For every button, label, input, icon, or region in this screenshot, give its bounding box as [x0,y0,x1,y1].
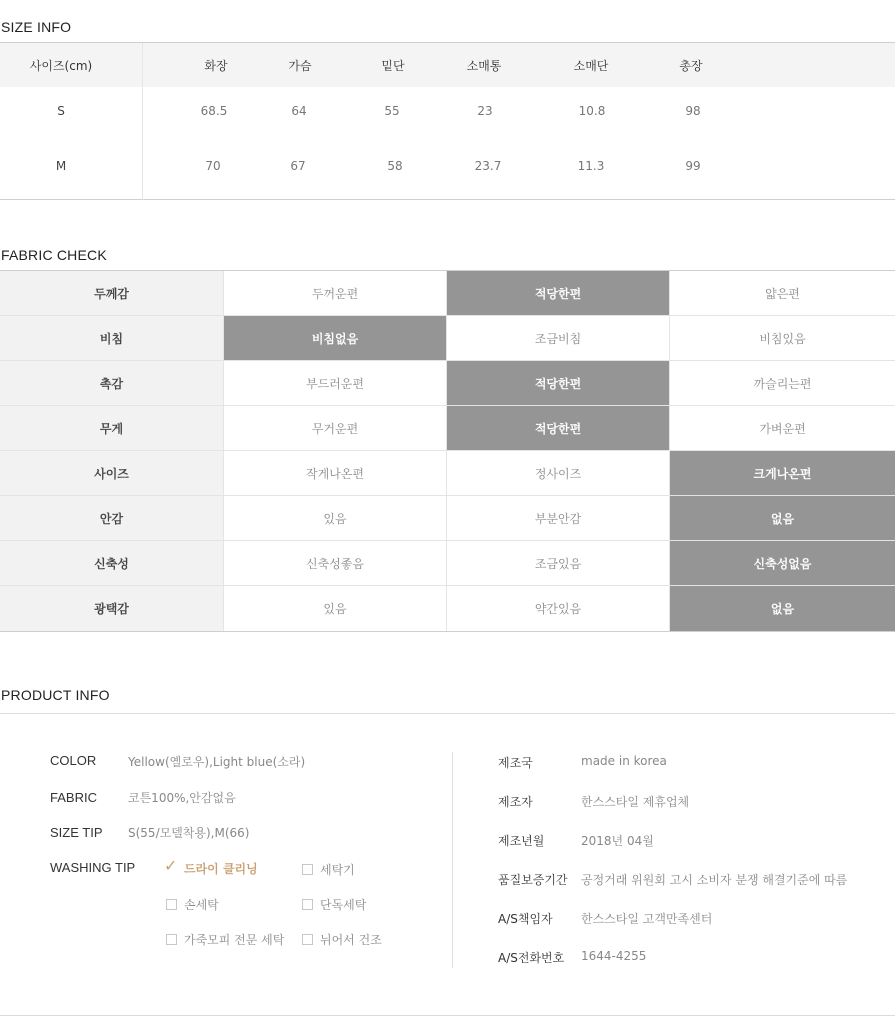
washing-option-label: 뉘어서 건조 [320,933,382,947]
size-row-label: M [55,159,67,173]
fabric-row-label: 촉감 [0,361,224,405]
size-cell: 10.8 [578,104,606,118]
size-col-header: 소매단 [573,59,609,73]
checkbox-icon [166,899,177,910]
fabric-row-label: 비침 [0,316,224,360]
fabric-option: 무거운편 [224,406,447,450]
fabric-option: 비침있음 [759,331,806,346]
fabric-option: 신축성좋음 [224,541,447,585]
washing-option-label: 가죽모피 전문 세탁 [184,933,285,947]
size-col-header: 밑단 [381,59,405,73]
checkbox-icon [166,934,177,945]
size-row-label: S [57,104,65,118]
size-info-title: SIZE INFO [1,19,72,35]
color-value: Yellow(옐로우),Light blue(소라) [128,755,306,769]
checkbox-icon [302,934,313,945]
fabric-option: 조금비침 [447,316,670,360]
fabric-row [0,406,895,451]
manufacture-date-key: 제조년월 [498,834,545,848]
manufacture-country-value: made in korea [581,754,667,768]
fabric-option-selected: 없음 [670,496,895,540]
fabric-row-label: 광택감 [0,586,224,631]
checkbox-icon [302,899,313,910]
size-col-header: 화장 [204,59,228,73]
size-tip-value: S(55/모델착용),M(66) [128,826,250,840]
size-cell: 64 [291,104,307,118]
size-col-header: 소매통 [466,59,502,73]
fabric-key: FABRIC [50,790,97,805]
size-cell: 55 [384,104,400,118]
washing-option-label: 드라이 클리닝 [184,862,258,876]
fabric-row-label: 신축성 [0,541,224,585]
fabric-option: 정사이즈 [447,451,670,495]
manufacturer-value: 한스스타일 제휴업체 [581,795,690,809]
size-table [0,42,895,200]
washing-option-label: 단독세탁 [320,898,367,912]
color-key: COLOR [50,753,97,768]
fabric-option-selected: 적당한편 [447,406,670,450]
checkmark-icon: ✓ [164,856,178,875]
fabric-option: 약간있음 [447,586,670,631]
fabric-row-label: 안감 [0,496,224,540]
washing-tip-key: WASHING TIP [50,860,136,875]
fabric-option: 부드러운편 [224,361,447,405]
fabric-option: 두꺼운편 [224,271,447,315]
fabric-row [0,451,895,496]
fabric-option-selected: 적당한편 [447,361,670,405]
size-table-divider [142,43,143,200]
washing-option-hand-wash [166,896,219,913]
fabric-option: 작게나온편 [224,451,447,495]
warranty-value: 공정거래 위원회 고시 소비자 분쟁 해결기준에 따름 [581,873,848,887]
size-cell: 23.7 [474,159,502,173]
as-manager-key: A/S책임자 [498,912,553,926]
fabric-row [0,361,895,406]
manufacture-country-key: 제조국 [498,756,533,770]
checkbox-icon [302,864,313,875]
size-cell: 70 [205,159,221,173]
divider [0,713,895,714]
size-cell: 58 [387,159,403,173]
washing-option-dry-cleaning [164,856,258,877]
checkbox-icon [164,856,178,875]
fabric-row [0,586,895,631]
fabric-option: 가벼운편 [759,421,806,436]
fabric-table [0,270,895,632]
fabric-row [0,271,895,316]
washing-option-flat-dry [302,931,382,948]
washing-option-leather-fur [166,931,284,948]
as-manager-value: 한스스타일 고객만족센터 [581,912,713,926]
fabric-option-selected: 적당한편 [447,271,670,315]
size-col-header: 가슴 [288,59,312,73]
as-phone-value: 1644-4255 [581,949,647,963]
fabric-option: 까슬리는편 [753,376,812,391]
size-col-header: 총장 [679,59,703,73]
fabric-option: 있음 [224,586,447,631]
fabric-row [0,496,895,541]
size-cell: 68.5 [200,104,228,118]
fabric-value: 코튼100%,안감없음 [128,791,236,805]
product-info-title: PRODUCT INFO [1,687,110,703]
size-cell: 98 [685,104,701,118]
fabric-option-selected: 크게나온편 [670,451,895,495]
size-cell: 67 [290,159,306,173]
fabric-check-title: FABRIC CHECK [1,247,107,263]
fabric-option-selected: 없음 [670,586,895,631]
washing-option-separate-wash [302,896,366,913]
size-cell: 11.3 [577,159,605,173]
fabric-row-label: 두께감 [0,271,224,315]
size-cell: 99 [685,159,701,173]
washing-option-label: 손세탁 [184,898,219,912]
manufacturer-key: 제조자 [498,795,533,809]
fabric-row [0,541,895,586]
size-header-label: 사이즈(cm) [29,59,93,73]
fabric-row [0,316,895,361]
fabric-option: 조금있음 [447,541,670,585]
fabric-option-selected: 신축성없음 [670,541,895,585]
fabric-option: 부분안감 [447,496,670,540]
divider [452,752,453,968]
size-tip-key: SIZE TIP [50,825,103,840]
fabric-row-label: 무게 [0,406,224,450]
fabric-option: 얇은편 [765,286,800,301]
as-phone-key: A/S전화번호 [498,951,565,965]
fabric-option-selected: 비침없음 [224,316,447,360]
warranty-key: 품질보증기간 [498,873,568,887]
washing-option-washer [302,861,355,878]
size-cell: 23 [477,104,493,118]
fabric-row-label: 사이즈 [0,451,224,495]
manufacture-date-value: 2018년 04월 [581,834,654,848]
washing-option-label: 세탁기 [320,863,355,877]
fabric-option: 있음 [224,496,447,540]
divider [0,1015,895,1016]
